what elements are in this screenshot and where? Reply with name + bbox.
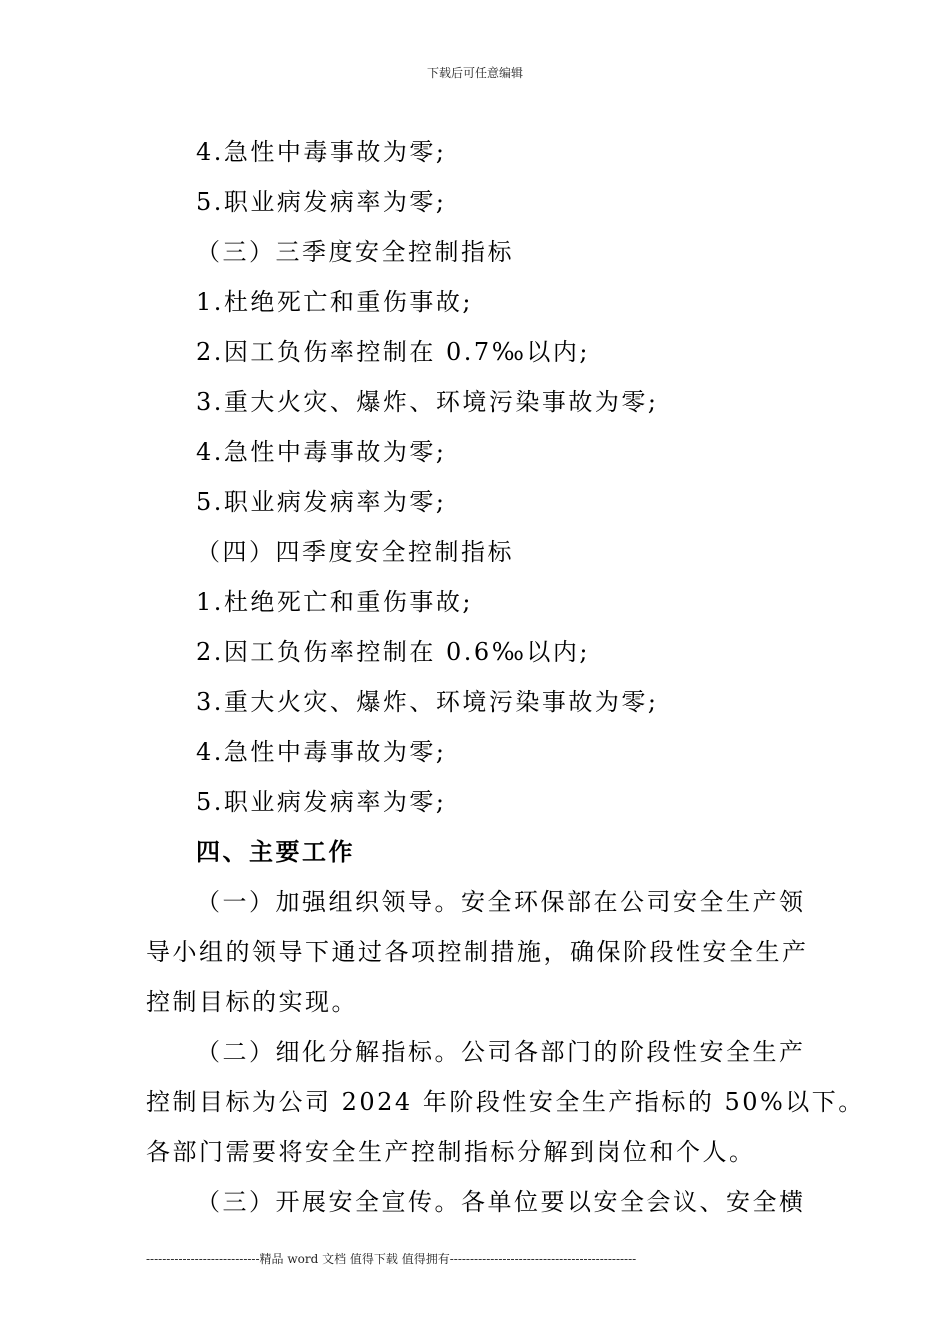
text-line: 1.杜绝死亡和重伤事故; xyxy=(196,588,473,616)
text-line: 4.急性中毒事故为零; xyxy=(196,738,447,766)
page-header: 下载后可任意编辑 xyxy=(426,66,523,80)
text-line: 5.职业病发病率为零; xyxy=(196,188,447,216)
text-line: 5.职业病发病率为零; xyxy=(196,788,447,816)
section-heading: （四）四季度安全控制指标 xyxy=(196,538,514,566)
paragraph-line: 控制目标为公司 2024 年阶段性安全生产指标的 50%以下。 xyxy=(146,1088,865,1116)
page-footer: ----------------------------精品 word 文档 值得下载 值得拥有---------------------------------------------- xyxy=(146,1252,637,1266)
text-line: 4.急性中毒事故为零; xyxy=(196,138,447,166)
paragraph-line: （一）加强组织领导。安全环保部在公司安全生产领 xyxy=(196,888,806,916)
paragraph-line: 导小组的领导下通过各项控制措施，确保阶段性安全生产 xyxy=(146,938,809,966)
text-line: 3.重大火灾、爆炸、环境污染事故为零; xyxy=(196,688,659,716)
text-line: 2.因工负伤率控制在 0.6‰以内; xyxy=(196,638,590,666)
text-line: 5.职业病发病率为零; xyxy=(196,488,447,516)
paragraph-line: 控制目标的实现。 xyxy=(146,988,358,1016)
section-heading: （三）三季度安全控制指标 xyxy=(196,238,514,266)
text-line: 3.重大火灾、爆炸、环境污染事故为零; xyxy=(196,388,659,416)
text-line: 4.急性中毒事故为零; xyxy=(196,438,447,466)
text-line: 1.杜绝死亡和重伤事故; xyxy=(196,288,473,316)
paragraph-line: 各部门需要将安全生产控制指标分解到岗位和个人。 xyxy=(146,1138,756,1166)
text-line: 2.因工负伤率控制在 0.7‰以内; xyxy=(196,338,590,366)
paragraph-line: （三）开展安全宣传。各单位要以安全会议、安全横 xyxy=(196,1188,806,1216)
paragraph-line: （二）细化分解指标。公司各部门的阶段性安全生产 xyxy=(196,1038,806,1066)
chapter-heading: 四、主要工作 xyxy=(196,838,355,866)
